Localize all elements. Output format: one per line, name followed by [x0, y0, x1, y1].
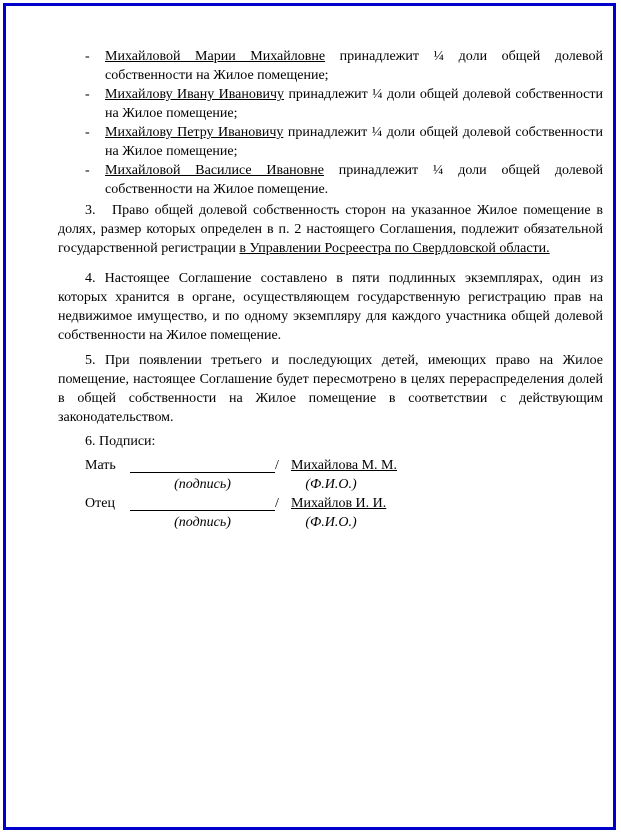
clause-6-signatures-heading: 6. Подписи: — [85, 434, 156, 449]
dash-marker: - — [85, 87, 90, 102]
list-item-text: принадлежит ¼ доли общей долевой собственности на Жилое помещение. — [105, 163, 604, 197]
ownership-share-list — [58, 47, 603, 199]
signature-role-mother: Мать — [85, 458, 116, 473]
clause-3 — [58, 201, 603, 258]
slash-separator: / — [275, 458, 279, 473]
dash-marker: - — [85, 49, 90, 64]
signature-line-father — [130, 494, 275, 511]
owner-name: Михайлову Ивану Ивановичу — [105, 87, 285, 102]
caption-fio-father: (Ф.И.О.) — [305, 515, 357, 530]
dash-marker: - — [85, 163, 90, 178]
caption-podpis-mother: (подпись) — [174, 477, 231, 492]
clause-5: 5. При появлении третьего и последующих детей, имеющих право на Жилое помещение, настоящее Соглашение будет пересмотрено в целях перераспределения долей в общей собственности на Жилое помещение в соответствии с действующим законодательством. — [58, 353, 603, 425]
slash-separator: / — [275, 496, 279, 511]
list-item-text: принадлежит ¼ доли общей долевой собственности на Жилое помещение; — [105, 49, 603, 83]
list-item — [58, 47, 603, 85]
clause-3-number: 3. — [85, 203, 96, 218]
caption-fio-mother: (Ф.И.О.) — [305, 477, 357, 492]
list-item — [58, 161, 603, 199]
owner-name: Михайлову Петру Ивановичу — [105, 125, 284, 140]
owner-name: Михайловой Василисе Ивановне — [105, 163, 324, 178]
spacer — [275, 513, 287, 532]
list-item — [58, 85, 603, 123]
caption-cell — [287, 513, 603, 532]
signature-block — [58, 456, 603, 532]
list-item-text: принадлежит ¼ доли общей долевой собственности на Жилое помещение; — [105, 87, 603, 121]
clause-4: 4. Настоящее Соглашение составлено в пяти подлинных экземплярах, один из которых хранится в органе, осуществляющем государственную регистрацию прав на недвижимое имущество, и по одному экземпляру для каждого участника общей долевой собственности на Жилое помещение. — [58, 271, 603, 343]
caption-cell — [287, 475, 603, 494]
spacer — [58, 475, 130, 494]
dash-marker: - — [85, 125, 90, 140]
spacer — [275, 475, 287, 494]
spacer — [58, 513, 130, 532]
list-item-text: принадлежит ¼ доли общей долевой собственности на Жилое помещение; — [105, 125, 603, 159]
document-content — [58, 47, 603, 532]
signature-role-father: Отец — [85, 496, 115, 511]
caption-podpis-father: (подпись) — [174, 515, 231, 530]
list-item — [58, 123, 603, 161]
clause-3-underlined-text: в Управлении Росреестра по Свердловской области. — [239, 241, 550, 256]
signature-name-father: Михайлов И. И. — [291, 496, 387, 511]
clause-3-text: Право общей долевой собственность сторон на указанное Жилое помещение в долях, размер которых определен в п. 2 настоящего Соглашения, подлежит обязательной государственной регистрации — [58, 203, 603, 256]
signature-name-mother: Михайлова М. М. — [291, 458, 397, 473]
signature-line-mother — [130, 456, 275, 473]
owner-name: Михайловой Марии Михайловне — [105, 49, 326, 64]
